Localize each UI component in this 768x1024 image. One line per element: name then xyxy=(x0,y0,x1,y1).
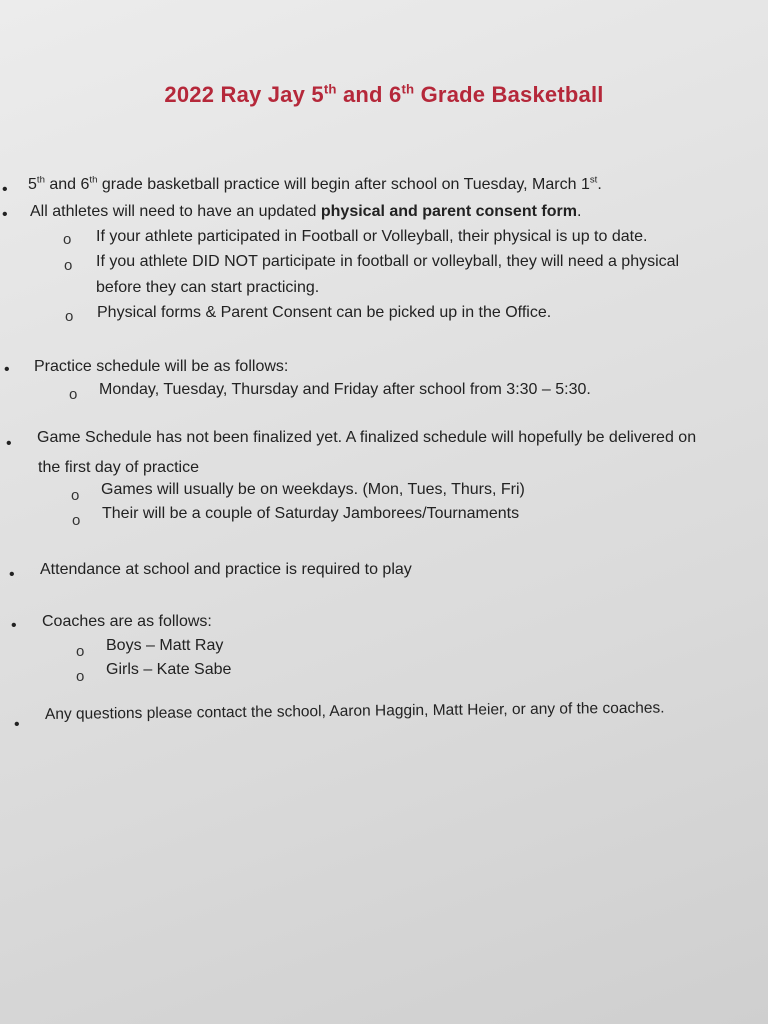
bullet-icon: • xyxy=(6,435,12,452)
coach-boys: Boys – Matt Ray xyxy=(106,637,224,654)
physical-requirement-line: All athletes will need to have an updated physical and parent consent form. xyxy=(30,203,582,220)
sub-item-weekdays: Games will usually be on weekdays. (Mon, Tues, Thurs, Fri) xyxy=(101,481,525,498)
bullet-icon: • xyxy=(2,181,8,198)
attendance-line: Attendance at school and practice is required to play xyxy=(40,561,412,578)
sub-item-did-not-participate: If you athlete DID NOT participate in football or volleyball, they will need a physical xyxy=(96,253,680,270)
sub-item-football-volleyball: If your athlete participated in Football or Volleyball, their physical is up to date. xyxy=(96,228,648,245)
page-title: 2022 Ray Jay 5th and 6th Grade Basketball xyxy=(164,81,604,107)
bullet-icon: • xyxy=(9,566,15,583)
bullet-icon: • xyxy=(4,361,10,378)
bullet-icon: • xyxy=(11,617,17,634)
sub-bullet-icon: o xyxy=(65,308,74,325)
practice-days-time: Monday, Tuesday, Thursday and Friday after school from 3:30 – 5:30. xyxy=(99,381,591,398)
sub-bullet-icon: o xyxy=(76,668,85,685)
sub-bullet-icon: o xyxy=(72,512,81,529)
game-schedule-line: Game Schedule has not been finalized yet. A finalized schedule will hopefully be delivered on xyxy=(37,429,697,446)
questions-contact-line: Any questions please contact the school, Aaron Haggin, Matt Heier, or any of the coaches. xyxy=(44,699,665,723)
sub-item-jamborees: Their will be a couple of Saturday Jamborees/Tournaments xyxy=(102,505,520,522)
practice-start-line: 5th and 6th grade basketball practice will begin after school on Tuesday, March 1st. xyxy=(28,174,602,193)
sub-bullet-icon: o xyxy=(69,386,78,403)
coaches-heading: Coaches are as follows: xyxy=(42,613,212,630)
sub-item-forms-office: Physical forms & Parent Consent can be picked up in the Office. xyxy=(97,304,552,321)
practice-schedule-heading: Practice schedule will be as follows: xyxy=(34,358,289,375)
sub-bullet-icon: o xyxy=(76,643,85,660)
sub-bullet-icon: o xyxy=(64,257,73,274)
bullet-icon: • xyxy=(14,716,20,733)
game-schedule-line-cont: the first day of practice xyxy=(38,459,199,476)
bullet-icon: • xyxy=(2,206,8,223)
sub-item-did-not-participate-cont: before they can start practicing. xyxy=(96,279,320,296)
sub-bullet-icon: o xyxy=(63,231,72,248)
sub-bullet-icon: o xyxy=(71,487,80,504)
coach-girls: Girls – Kate Sabe xyxy=(106,661,232,678)
